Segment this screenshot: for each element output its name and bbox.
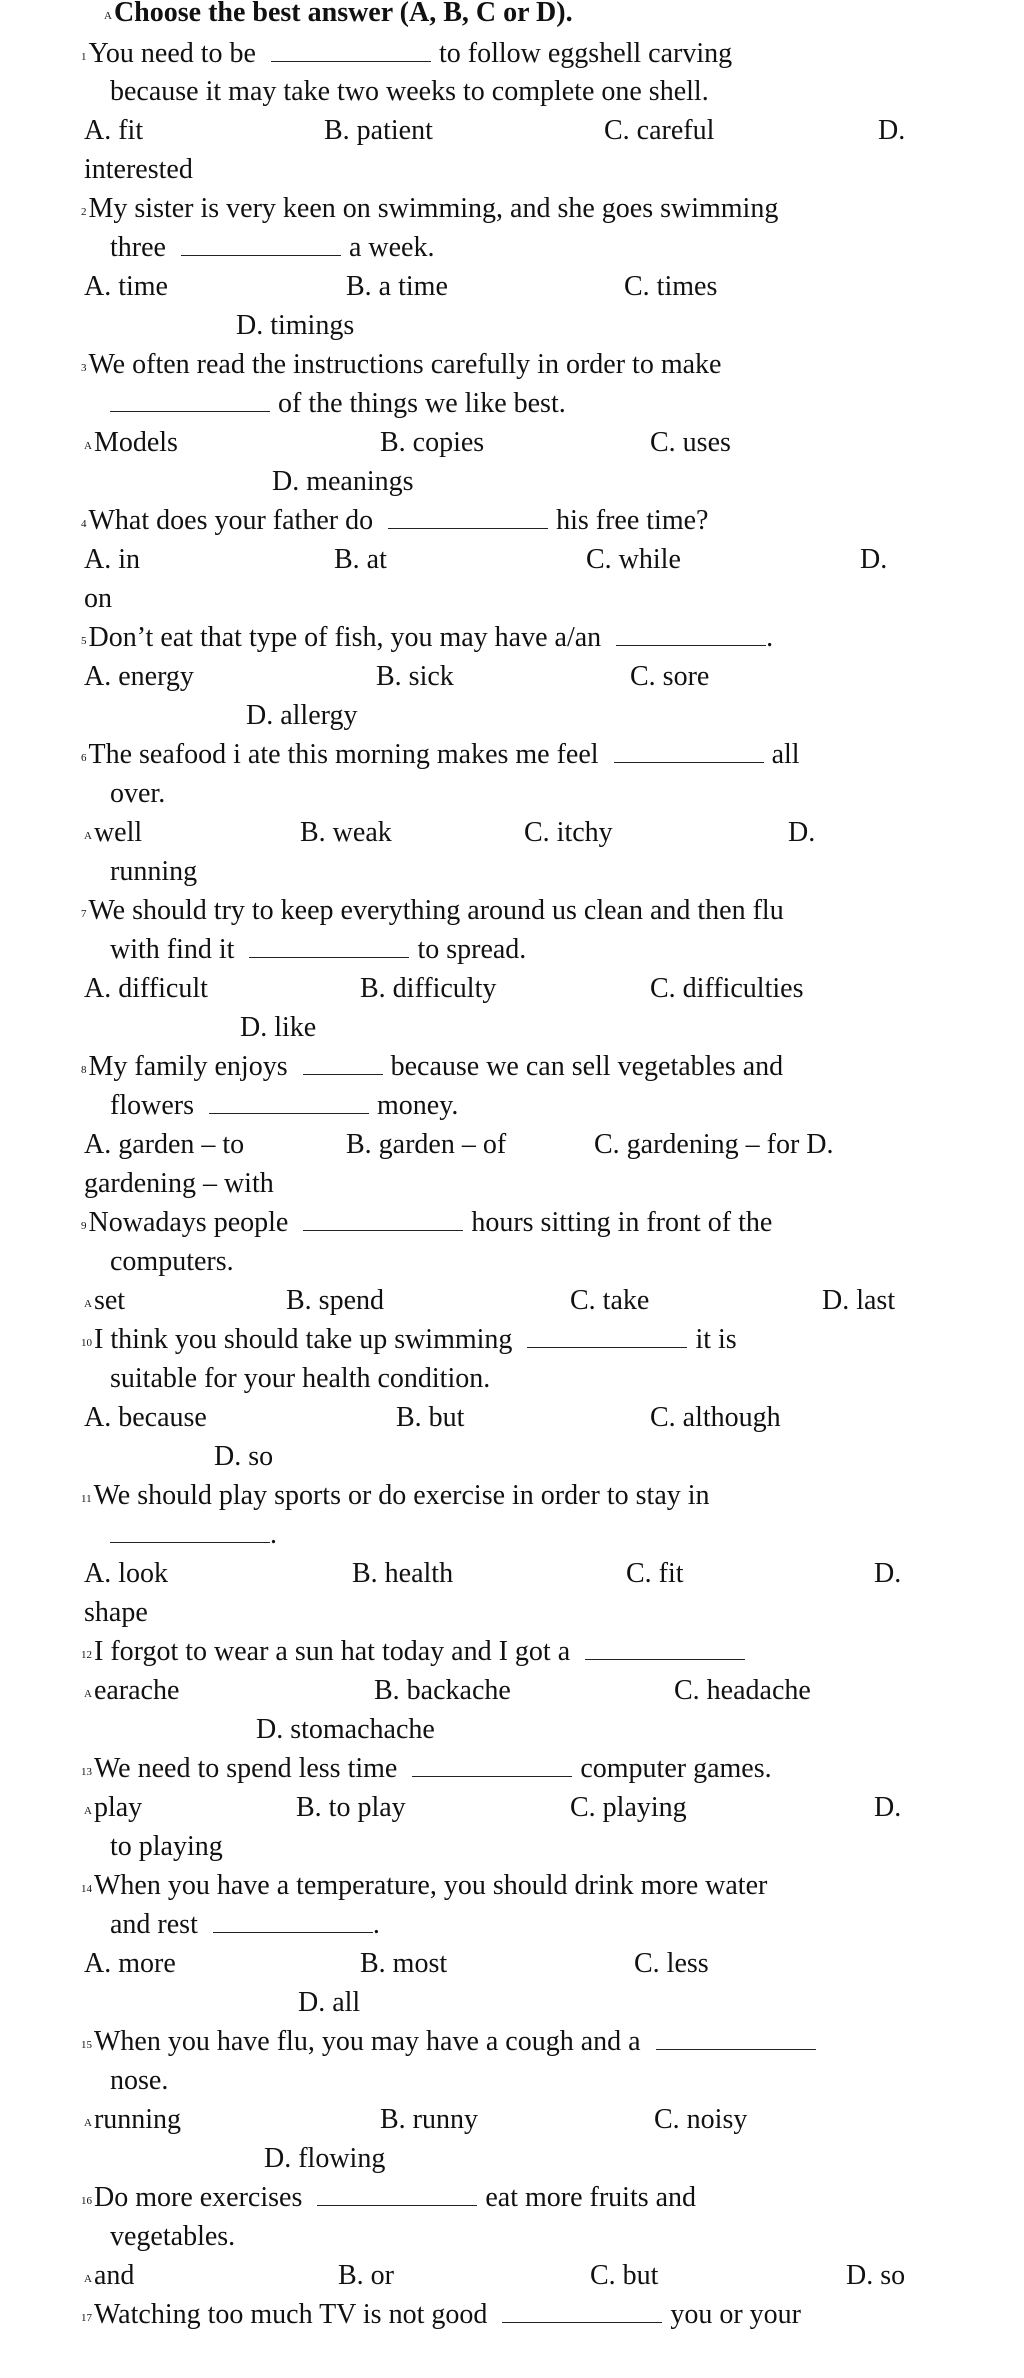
question-3-line-2 bbox=[110, 387, 566, 421]
option-c[interactable]: C. take bbox=[570, 1285, 650, 1316]
option-b[interactable]: B. to play bbox=[296, 1792, 406, 1823]
question-number: 6 bbox=[81, 752, 87, 764]
option-b[interactable]: B. at bbox=[334, 544, 387, 575]
question-text: We often read the instructions carefully in order to make bbox=[88, 349, 722, 380]
question-text: When you have flu, you may have a cough and a bbox=[94, 2026, 641, 2057]
answer-blank[interactable] bbox=[271, 37, 431, 62]
option-a[interactable]: A. because bbox=[84, 1402, 207, 1433]
option-b[interactable]: B. weak bbox=[300, 817, 392, 848]
question-text: computer games. bbox=[580, 1753, 772, 1784]
question-17-line-1 bbox=[81, 2298, 801, 2335]
question-text: of the things we like best. bbox=[278, 388, 566, 419]
answer-blank[interactable] bbox=[614, 738, 764, 763]
option-a[interactable]: A. more bbox=[84, 1948, 176, 1979]
question-number: 14 bbox=[81, 1883, 92, 1895]
question-number: 5 bbox=[81, 635, 87, 647]
question-text: We need to spend less time bbox=[94, 1753, 398, 1784]
option-d-text: on bbox=[84, 583, 112, 614]
question-text: We should play sports or do exercise in order to stay in bbox=[93, 1480, 710, 1511]
option-b[interactable]: B. most bbox=[360, 1948, 448, 1979]
option-d[interactable]: D. last bbox=[822, 1285, 896, 1316]
question-7-line-2 bbox=[110, 933, 526, 967]
question-text: Watching too much TV is not good bbox=[94, 2299, 488, 2330]
answer-blank[interactable] bbox=[181, 231, 341, 256]
option-letter: A bbox=[84, 1805, 92, 1817]
question-1-line-1 bbox=[81, 37, 732, 74]
question-text: You need to be bbox=[88, 38, 256, 69]
question-number: 17 bbox=[81, 2312, 92, 2324]
question-text: money. bbox=[376, 1090, 459, 1121]
option-d-text: running bbox=[110, 856, 198, 887]
answer-blank[interactable] bbox=[527, 1323, 687, 1348]
option-b[interactable]: B. difficulty bbox=[360, 973, 497, 1004]
option-d[interactable]: D. flowing bbox=[264, 2143, 386, 2174]
question-text: Don’t eat that type of fish, you may have a/an bbox=[88, 622, 602, 653]
option-d[interactable]: D. so bbox=[846, 2260, 906, 2291]
question-text: . bbox=[372, 1909, 380, 1940]
answer-blank[interactable] bbox=[213, 1908, 373, 1933]
option-c[interactable]: C. times bbox=[624, 271, 718, 302]
option-d[interactable]: D. bbox=[874, 1558, 902, 1589]
option-b[interactable]: B. a time bbox=[346, 271, 448, 302]
question-text: What does your father do bbox=[88, 505, 374, 536]
option-c[interactable]: C. but bbox=[590, 2260, 659, 2291]
question-text: The seafood i ate this morning makes me feel bbox=[88, 739, 599, 770]
option-d[interactable]: D. allergy bbox=[246, 700, 358, 731]
option-text: running bbox=[93, 2104, 182, 2135]
option-b[interactable]: B. runny bbox=[380, 2104, 478, 2135]
option-c[interactable]: C. sore bbox=[630, 661, 710, 692]
option-d[interactable]: D. bbox=[860, 544, 888, 575]
question-text: . bbox=[270, 1519, 277, 1550]
question-text: because we can sell vegetables and bbox=[390, 1051, 784, 1082]
question-2-line-2 bbox=[110, 231, 434, 265]
option-d[interactable]: D. so bbox=[214, 1441, 274, 1472]
option-a[interactable]: A. in bbox=[84, 544, 140, 575]
question-number: 8 bbox=[81, 1064, 87, 1076]
question-text: with find it bbox=[110, 934, 235, 965]
option-b[interactable]: B. health bbox=[352, 1558, 454, 1589]
answer-blank[interactable] bbox=[412, 1752, 572, 1777]
question-text: eat more fruits and bbox=[485, 2182, 697, 2213]
option-text: well bbox=[93, 817, 143, 848]
option-b[interactable]: B. spend bbox=[286, 1285, 384, 1316]
question-number: 11 bbox=[81, 1493, 92, 1505]
question-text: you or your bbox=[670, 2299, 802, 2330]
option-d[interactable]: D. like bbox=[240, 1012, 317, 1043]
option-a[interactable] bbox=[84, 426, 178, 463]
question-7-line-1 bbox=[81, 894, 784, 931]
question-11-line-1 bbox=[81, 1479, 710, 1516]
option-text: set bbox=[93, 1285, 126, 1316]
option-b[interactable]: B. or bbox=[338, 2260, 394, 2291]
option-a[interactable]: A. look bbox=[84, 1558, 168, 1589]
option-a[interactable] bbox=[84, 1791, 142, 1828]
option-d[interactable]: D. timings bbox=[236, 310, 355, 341]
option-letter: A bbox=[84, 2117, 92, 2129]
question-14-line-1 bbox=[81, 1869, 767, 1906]
question-15-line-1 bbox=[81, 2025, 816, 2062]
option-letter: A bbox=[84, 1688, 92, 1700]
question-6-line-2: over. bbox=[110, 778, 166, 809]
option-c[interactable]: C. gardening – for D. bbox=[594, 1129, 834, 1160]
section-number: A bbox=[104, 10, 112, 22]
option-d[interactable]: D. bbox=[788, 817, 816, 848]
question-1-line-2: because it may take two weeks to complete one shell. bbox=[110, 76, 709, 107]
question-11-line-2 bbox=[110, 1518, 277, 1552]
question-number: 7 bbox=[81, 908, 87, 920]
option-d-text: interested bbox=[84, 154, 193, 185]
section-title: Choose the best answer (A, B, C or D). bbox=[113, 0, 573, 28]
answer-blank[interactable] bbox=[303, 1206, 463, 1231]
option-text: play bbox=[93, 1792, 143, 1823]
question-text: all bbox=[771, 739, 800, 770]
question-text: to follow eggshell carving bbox=[438, 38, 733, 69]
question-number: 15 bbox=[81, 2039, 92, 2051]
answer-blank[interactable] bbox=[110, 387, 270, 412]
option-letter: A bbox=[84, 830, 92, 842]
question-16-line-2: vegetables. bbox=[110, 2221, 236, 2252]
answer-blank[interactable] bbox=[616, 621, 766, 646]
question-13-line-1 bbox=[81, 1752, 772, 1789]
question-text: . bbox=[766, 622, 774, 653]
question-15-line-2: nose. bbox=[110, 2065, 169, 2096]
question-text: three bbox=[110, 232, 166, 263]
question-4-line-1 bbox=[81, 504, 708, 541]
option-c[interactable]: C. headache bbox=[674, 1675, 811, 1706]
option-a[interactable]: A. difficult bbox=[84, 973, 208, 1004]
option-b[interactable]: B. garden – of bbox=[346, 1129, 507, 1160]
question-text: My sister is very keen on swimming, and she goes swimming bbox=[88, 193, 779, 224]
option-a[interactable]: A. garden – to bbox=[84, 1129, 245, 1160]
option-d[interactable]: D. stomachache bbox=[256, 1714, 435, 1745]
question-text: his free time? bbox=[556, 505, 709, 536]
option-b[interactable]: B. but bbox=[396, 1402, 465, 1433]
question-text: I forgot to wear a sun hat today and I got a bbox=[94, 1636, 571, 1667]
question-text: and rest bbox=[110, 1909, 198, 1940]
answer-blank[interactable] bbox=[656, 2025, 816, 2050]
question-5-line-1 bbox=[81, 621, 773, 658]
option-a[interactable] bbox=[84, 2259, 134, 2296]
question-number: 10 bbox=[81, 1337, 92, 1349]
option-letter: A bbox=[84, 1298, 92, 1310]
option-c[interactable]: C. uses bbox=[650, 427, 731, 458]
question-number: 9 bbox=[81, 1220, 87, 1232]
answer-blank[interactable] bbox=[585, 1635, 745, 1660]
question-8-line-1 bbox=[81, 1050, 783, 1087]
answer-blank[interactable] bbox=[209, 1089, 369, 1114]
question-text: I think you should take up swimming bbox=[94, 1324, 513, 1355]
question-text: to spread. bbox=[417, 934, 527, 965]
question-text: Nowadays people bbox=[88, 1207, 289, 1238]
option-a[interactable] bbox=[84, 2103, 181, 2140]
question-text: hours sitting in front of the bbox=[471, 1207, 773, 1238]
answer-blank[interactable] bbox=[502, 2298, 662, 2323]
question-number: 1 bbox=[81, 51, 87, 63]
question-text: When you have a temperature, you should drink more water bbox=[94, 1870, 768, 1901]
option-a[interactable]: A. time bbox=[84, 271, 168, 302]
option-text: and bbox=[93, 2260, 135, 2291]
option-b[interactable]: B. copies bbox=[380, 427, 485, 458]
question-text: flowers bbox=[110, 1090, 194, 1121]
question-number: 4 bbox=[81, 518, 87, 530]
option-d-text: to playing bbox=[110, 1831, 223, 1862]
question-16-line-1 bbox=[81, 2181, 696, 2218]
question-number: 3 bbox=[81, 362, 87, 374]
option-a[interactable]: A. fit bbox=[84, 115, 144, 146]
option-c[interactable]: C. itchy bbox=[524, 817, 613, 848]
option-b[interactable]: B. patient bbox=[324, 115, 433, 146]
option-b[interactable]: B. sick bbox=[376, 661, 454, 692]
section-header bbox=[104, 0, 573, 33]
option-d-text: shape bbox=[84, 1597, 148, 1628]
question-text: it is bbox=[695, 1324, 737, 1355]
question-text: Do more exercises bbox=[94, 2182, 303, 2213]
option-c[interactable]: C. less bbox=[634, 1948, 709, 1979]
option-a[interactable]: A. energy bbox=[84, 661, 194, 692]
question-9-line-2: computers. bbox=[110, 1246, 234, 1277]
question-9-line-1 bbox=[81, 1206, 772, 1243]
option-c[interactable]: C. noisy bbox=[654, 2104, 748, 2135]
option-d[interactable]: D. bbox=[878, 115, 906, 146]
question-10-line-1 bbox=[81, 1323, 737, 1360]
option-c[interactable]: C. while bbox=[586, 544, 681, 575]
answer-blank[interactable] bbox=[388, 504, 548, 529]
question-8-line-2 bbox=[110, 1089, 458, 1123]
question-text: a week. bbox=[348, 232, 435, 263]
option-c[interactable]: C. although bbox=[650, 1402, 781, 1433]
answer-blank[interactable] bbox=[317, 2181, 477, 2206]
question-14-line-2 bbox=[110, 1908, 380, 1942]
option-d[interactable]: D. all bbox=[298, 1987, 361, 2018]
option-text: Models bbox=[93, 427, 178, 458]
question-number: 16 bbox=[81, 2195, 92, 2207]
answer-blank[interactable] bbox=[249, 933, 409, 958]
answer-blank[interactable] bbox=[303, 1050, 383, 1075]
option-a[interactable] bbox=[84, 1284, 125, 1321]
option-d[interactable]: D. bbox=[874, 1792, 902, 1823]
question-text: We should try to keep everything around us clean and then flu bbox=[88, 895, 784, 926]
option-b[interactable]: B. backache bbox=[374, 1675, 511, 1706]
option-c[interactable]: C. playing bbox=[570, 1792, 687, 1823]
question-6-line-1 bbox=[81, 738, 800, 775]
question-number: 13 bbox=[81, 1766, 92, 1778]
option-a[interactable] bbox=[84, 816, 142, 853]
option-a[interactable] bbox=[84, 1674, 179, 1711]
option-d-text[interactable]: gardening – with bbox=[84, 1168, 274, 1199]
option-c[interactable]: C. careful bbox=[604, 115, 715, 146]
option-text: earache bbox=[93, 1675, 180, 1706]
option-c[interactable]: C. difficulties bbox=[650, 973, 804, 1004]
option-letter: A bbox=[84, 440, 92, 452]
question-text: My family enjoys bbox=[88, 1051, 288, 1082]
question-number: 12 bbox=[81, 1649, 92, 1661]
question-2-line-1 bbox=[81, 192, 778, 229]
question-3-line-1 bbox=[81, 348, 721, 385]
option-c[interactable]: C. fit bbox=[626, 1558, 684, 1589]
answer-blank[interactable] bbox=[110, 1518, 270, 1543]
question-number: 2 bbox=[81, 206, 87, 218]
question-12-line-1 bbox=[81, 1635, 745, 1672]
option-d[interactable]: D. meanings bbox=[272, 466, 414, 497]
question-10-line-2: suitable for your health condition. bbox=[110, 1363, 491, 1394]
option-letter: A bbox=[84, 2273, 92, 2285]
